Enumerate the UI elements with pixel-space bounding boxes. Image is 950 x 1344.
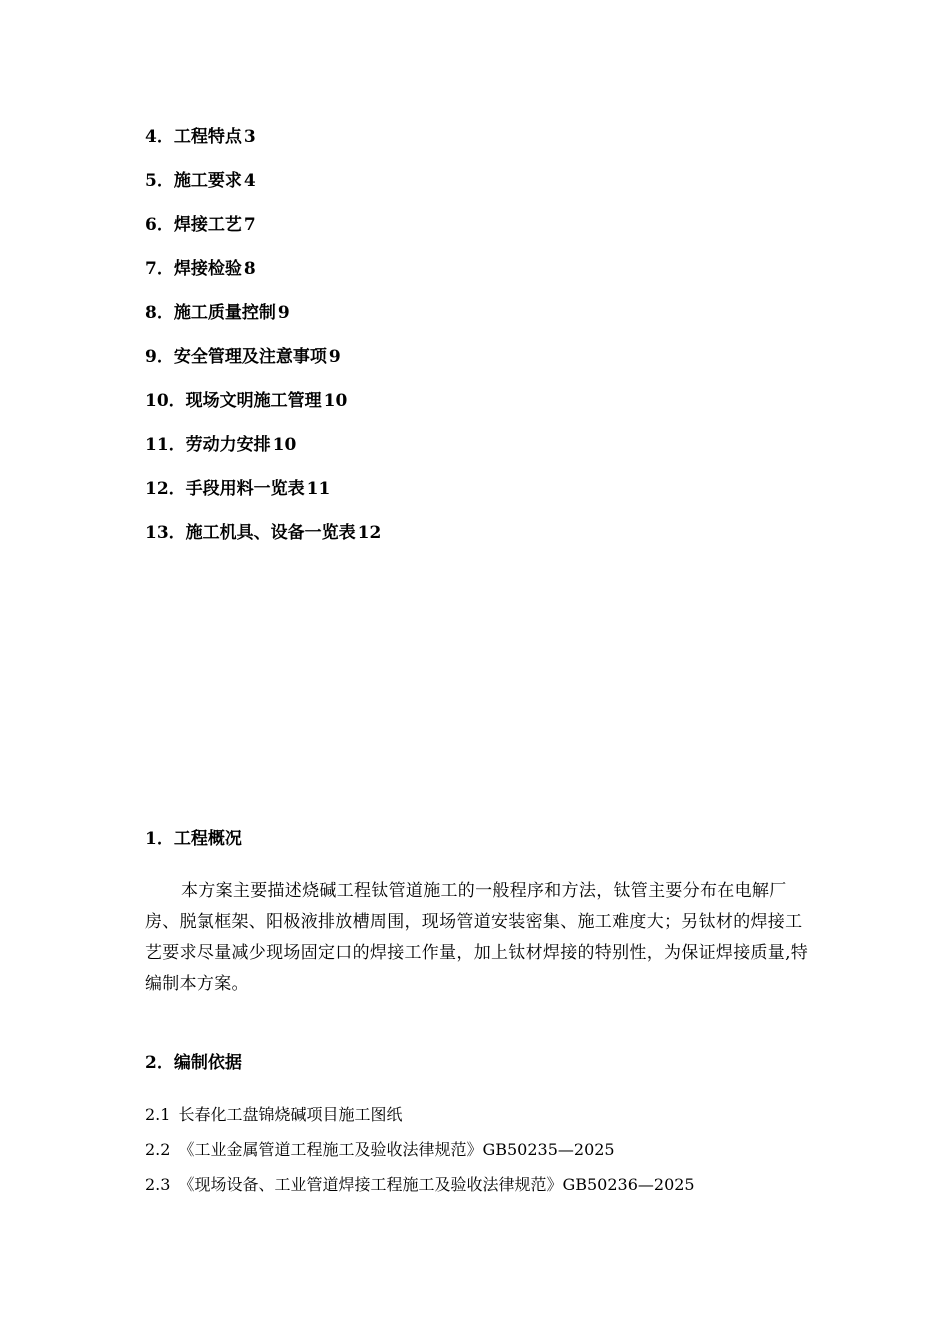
toc-item[interactable] [145,520,805,564]
toc-page-number: 10 [323,391,348,411]
toc-number: 13． [145,523,186,543]
toc-number: 9． [145,347,174,367]
toc-page-number: 4 [243,171,256,191]
toc-item[interactable] [145,256,805,300]
basis-item-number: 2.1 [145,1105,171,1124]
toc-number: 8． [145,303,174,323]
toc-title: 劳动力安排 [185,435,271,455]
toc-number: 6． [145,215,174,235]
toc-item[interactable] [145,432,805,476]
toc-title: 现场文明施工管理 [185,391,322,411]
toc-page-number: 9 [277,303,290,323]
table-of-contents [145,124,805,564]
toc-title: 工程特点 [173,127,242,147]
basis-item-text: 《现场设备、工业管道焊接工程施工及验收法律规范》GB50236—2025 [178,1175,695,1194]
basis-list-item [145,1137,825,1172]
basis-item-text: 长春化工盘锦烧碱项目施工图纸 [178,1105,403,1124]
overview-paragraph: 本方案主要描述烧碱工程钛管道施工的一般程序和方法，钛管主要分布在电解厂房、脱氯框架、阳极液排放槽周围，现场管道安装密集、施工难度大；另钛材的焊接工艺要求尽量减少现场固定口的焊接工作量，加上钛材焊接的特别性，为保证焊接质量,特编制本方案。 [145,881,809,994]
toc-page-number: 12 [357,523,382,543]
toc-item[interactable] [145,212,805,256]
toc-page-number: 7 [243,215,256,235]
toc-item[interactable] [145,344,805,388]
toc-number: 12． [145,479,186,499]
toc-number: 4． [145,127,174,147]
basis-item-text: 《工业金属管道工程施工及验收法律规范》GB50235—2025 [178,1140,615,1159]
basis-item-number: 2.3 [145,1175,171,1194]
toc-item[interactable] [145,476,805,520]
toc-number: 10． [145,391,186,411]
toc-page-number: 9 [328,347,341,367]
toc-page-number: 11 [306,479,331,499]
toc-title: 安全管理及注意事项 [173,347,327,367]
toc-page-number: 3 [243,127,256,147]
toc-item[interactable] [145,300,805,344]
basis-item-number: 2.2 [145,1140,171,1159]
basis-list [145,1102,825,1207]
section-heading-basis: 2．编制依据 [145,1053,242,1073]
toc-title: 焊接检验 [173,259,242,279]
toc-title: 施工质量控制 [173,303,276,323]
section-heading-overview: 1．工程概况 [145,829,242,849]
basis-list-item [145,1172,825,1207]
toc-item[interactable] [145,388,805,432]
toc-number: 5． [145,171,174,191]
toc-page-number: 10 [272,435,297,455]
toc-title: 手段用料一览表 [185,479,305,499]
toc-number: 7． [145,259,174,279]
basis-list-item [145,1102,825,1137]
toc-title: 施工要求 [173,171,242,191]
toc-title: 焊接工艺 [173,215,242,235]
toc-number: 11． [145,435,186,455]
toc-item[interactable] [145,168,805,212]
toc-title: 施工机具、设备一览表 [185,523,356,543]
toc-page-number: 8 [243,259,256,279]
toc-item[interactable] [145,124,805,168]
